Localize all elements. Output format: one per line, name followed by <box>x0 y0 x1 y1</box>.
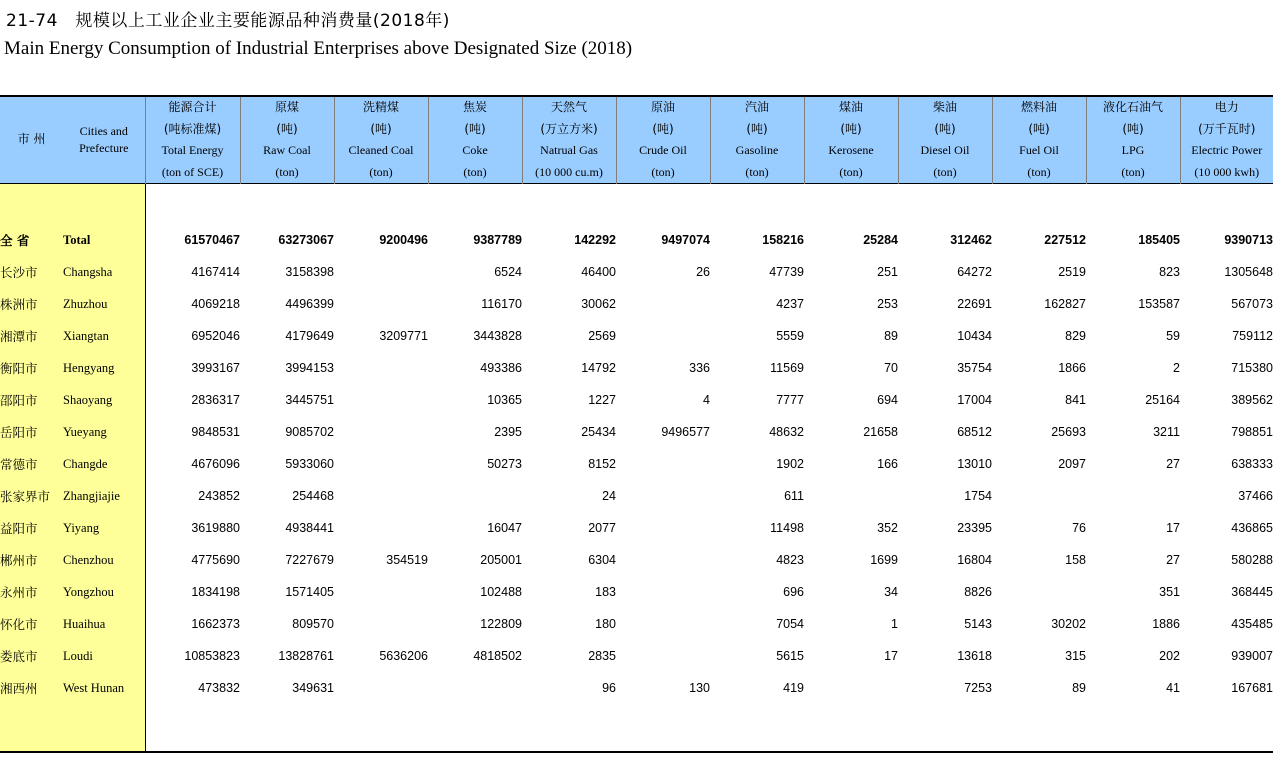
value-cell: 354519 <box>386 553 428 567</box>
value-cell <box>428 672 522 704</box>
table-row <box>0 608 1273 640</box>
value-cell: 580288 <box>1231 553 1273 567</box>
row-city-cn: 邵阳市 <box>0 384 63 416</box>
value-cell <box>334 480 428 512</box>
value-cell: 14792 <box>581 361 616 375</box>
value-cell: 142292 <box>574 233 616 247</box>
header-col-electric-power: 电力 (万千瓦时) Electric Power (10 000 kwh) <box>1180 96 1273 184</box>
value-cell: 5615 <box>776 649 804 663</box>
value-cell <box>616 288 710 320</box>
table-row <box>0 320 1273 352</box>
row-city-cn: 常德市 <box>0 448 63 480</box>
value-cell <box>1086 480 1180 512</box>
value-cell: 167681 <box>1231 681 1273 695</box>
row-city-cn: 张家界市 <box>0 480 63 512</box>
value-cell: 64272 <box>957 265 992 279</box>
value-cell: 3994153 <box>285 361 334 375</box>
value-cell: 9848531 <box>191 425 240 439</box>
value-cell: 473832 <box>198 681 240 695</box>
value-cell: 89 <box>884 329 898 343</box>
value-cell: 16047 <box>487 521 522 535</box>
header-city-cn: 市 州 <box>0 96 63 184</box>
value-cell: 185405 <box>1138 233 1180 247</box>
row-city-en: Zhuzhou <box>63 288 145 320</box>
table-row <box>0 288 1273 320</box>
header-col-lpg: 液化石油气 (吨) LPG (ton) <box>1086 96 1180 184</box>
value-cell: 9200496 <box>379 233 428 247</box>
header-col-crude-oil: 原油 (吨) Crude Oil (ton) <box>616 96 710 184</box>
value-cell: 205001 <box>480 553 522 567</box>
row-city-cn: 衡阳市 <box>0 352 63 384</box>
value-cell: 1305648 <box>1224 265 1273 279</box>
value-cell: 759112 <box>1232 329 1273 343</box>
value-cell: 11498 <box>770 521 804 535</box>
value-cell: 336 <box>689 361 710 375</box>
value-cell: 493386 <box>480 361 522 375</box>
value-cell: 2077 <box>588 521 616 535</box>
value-cell: 122809 <box>480 617 522 631</box>
value-cell: 809570 <box>292 617 334 631</box>
value-cell: 368445 <box>1231 585 1273 599</box>
value-cell: 9085702 <box>285 425 334 439</box>
value-cell: 4 <box>703 393 710 407</box>
value-cell: 2097 <box>1058 457 1086 471</box>
value-cell: 4676096 <box>191 457 240 471</box>
value-cell: 6304 <box>588 553 616 567</box>
value-cell <box>992 480 1086 512</box>
value-cell <box>334 416 428 448</box>
table-row <box>0 512 1273 544</box>
value-cell: 9387789 <box>473 233 522 247</box>
value-cell: 68512 <box>957 425 992 439</box>
value-cell: 25693 <box>1051 425 1086 439</box>
value-cell: 17 <box>1166 521 1180 535</box>
value-cell: 76 <box>1072 521 1086 535</box>
row-city-cn: 长沙市 <box>0 256 63 288</box>
value-cell: 243852 <box>198 489 240 503</box>
value-cell: 694 <box>877 393 898 407</box>
table-row <box>0 416 1273 448</box>
value-cell <box>334 256 428 288</box>
value-cell: 611 <box>784 489 804 503</box>
value-cell <box>334 288 428 320</box>
value-cell: 1754 <box>964 489 992 503</box>
table-row <box>0 480 1273 512</box>
value-cell: 27 <box>1166 457 1180 471</box>
header-city-en: Cities and Prefecture <box>63 96 145 184</box>
value-cell: 96 <box>602 681 616 695</box>
value-cell: 4167414 <box>191 265 240 279</box>
row-city-en: Hengyang <box>63 352 145 384</box>
table-row <box>0 384 1273 416</box>
row-city-en: Chenzhou <box>63 544 145 576</box>
value-cell: 389562 <box>1231 393 1273 407</box>
value-cell: 419 <box>783 681 804 695</box>
value-cell: 17 <box>884 649 898 663</box>
value-cell: 35754 <box>957 361 992 375</box>
row-city-en: Xiangtan <box>63 320 145 352</box>
row-city-en: Changsha <box>63 256 145 288</box>
energy-consumption-table <box>0 95 1273 753</box>
row-city-en: Zhangjiajie <box>63 480 145 512</box>
value-cell: 2 <box>1173 361 1180 375</box>
value-cell <box>334 608 428 640</box>
value-cell: 2569 <box>588 329 616 343</box>
value-cell: 351 <box>1159 585 1180 599</box>
value-cell <box>616 608 710 640</box>
value-cell: 1227 <box>588 393 616 407</box>
table-title-english: Main Energy Consumption of Industrial Enterprises above Designated Size (2018) <box>4 38 633 59</box>
value-cell: 939007 <box>1231 649 1273 663</box>
value-cell: 11569 <box>770 361 804 375</box>
value-cell: 798851 <box>1231 425 1273 439</box>
value-cell <box>334 576 428 608</box>
value-cell: 27 <box>1166 553 1180 567</box>
value-cell: 162827 <box>1044 297 1086 311</box>
value-cell: 9390713 <box>1224 233 1273 247</box>
value-cell: 158 <box>1065 553 1086 567</box>
value-cell: 352 <box>877 521 898 535</box>
value-cell: 34 <box>884 585 898 599</box>
value-cell: 7777 <box>776 393 804 407</box>
table-row <box>0 544 1273 576</box>
value-cell: 17004 <box>957 393 992 407</box>
value-cell <box>616 320 710 352</box>
value-cell: 16804 <box>957 553 992 567</box>
row-city-cn: 全 省 <box>0 224 63 256</box>
value-cell: 102488 <box>480 585 522 599</box>
value-cell: 5933060 <box>285 457 334 471</box>
value-cell: 50273 <box>487 457 522 471</box>
value-cell: 2836317 <box>191 393 240 407</box>
row-city-cn: 益阳市 <box>0 512 63 544</box>
value-cell: 253 <box>877 297 898 311</box>
value-cell: 59 <box>1166 329 1180 343</box>
value-cell: 1699 <box>870 553 898 567</box>
value-cell: 3445751 <box>285 393 334 407</box>
header-col-fuel-oil: 燃料油 (吨) Fuel Oil (ton) <box>992 96 1086 184</box>
header-col-kerosene: 煤油 (吨) Kerosene (ton) <box>804 96 898 184</box>
value-cell: 5143 <box>964 617 992 631</box>
value-cell: 25284 <box>863 233 898 247</box>
value-cell: 130 <box>689 681 710 695</box>
value-cell: 4179649 <box>285 329 334 343</box>
header-col-cleaned-coal: 洗精煤 (吨) Cleaned Coal (ton) <box>334 96 428 184</box>
header-col-natrual-gas: 天然气 (万立方米) Natrual Gas (10 000 cu.m) <box>522 96 616 184</box>
value-cell <box>616 512 710 544</box>
value-cell: 823 <box>1159 265 1180 279</box>
value-cell: 1866 <box>1058 361 1086 375</box>
header-row <box>0 96 1273 184</box>
value-cell: 22691 <box>957 297 992 311</box>
table-row <box>0 640 1273 672</box>
value-cell: 7054 <box>776 617 804 631</box>
value-cell: 23395 <box>957 521 992 535</box>
value-cell: 7253 <box>964 681 992 695</box>
value-cell: 41 <box>1166 681 1180 695</box>
value-cell: 251 <box>877 265 898 279</box>
value-cell <box>616 448 710 480</box>
table-row <box>0 256 1273 288</box>
value-cell: 567073 <box>1231 297 1273 311</box>
value-cell: 13618 <box>957 649 992 663</box>
header-col-raw-coal: 原煤 (吨) Raw Coal (ton) <box>240 96 334 184</box>
row-city-cn: 岳阳市 <box>0 416 63 448</box>
value-cell: 841 <box>1065 393 1086 407</box>
value-cell: 10434 <box>957 329 992 343</box>
row-city-en: Total <box>63 224 145 256</box>
value-cell: 3443828 <box>473 329 522 343</box>
value-cell: 3211 <box>1153 425 1180 439</box>
value-cell: 254468 <box>292 489 334 503</box>
value-cell: 61570467 <box>184 233 240 247</box>
value-cell: 9496577 <box>661 425 710 439</box>
value-cell: 4823 <box>776 553 804 567</box>
value-cell: 8152 <box>588 457 616 471</box>
value-cell <box>334 352 428 384</box>
value-cell: 3993167 <box>191 361 240 375</box>
value-cell: 227512 <box>1044 233 1086 247</box>
value-cell: 4496399 <box>285 297 334 311</box>
header-col-total-energy: 能源合计 (吨标准煤) Total Energy (ton of SCE) <box>145 96 240 184</box>
row-city-en: Loudi <box>63 640 145 672</box>
value-cell: 8826 <box>964 585 992 599</box>
value-cell: 436865 <box>1231 521 1273 535</box>
value-cell: 829 <box>1065 329 1086 343</box>
value-cell: 202 <box>1159 649 1180 663</box>
value-cell <box>616 480 710 512</box>
value-cell: 89 <box>1072 681 1086 695</box>
row-city-cn: 永州市 <box>0 576 63 608</box>
value-cell: 2519 <box>1058 265 1086 279</box>
value-cell: 183 <box>595 585 616 599</box>
value-cell: 48632 <box>769 425 804 439</box>
spacer-row <box>0 184 1273 225</box>
value-cell: 47739 <box>769 265 804 279</box>
value-cell: 1902 <box>776 457 804 471</box>
value-cell: 26 <box>696 265 710 279</box>
row-city-cn: 怀化市 <box>0 608 63 640</box>
value-cell: 63273067 <box>278 233 334 247</box>
value-cell: 6524 <box>494 265 522 279</box>
value-cell <box>804 480 898 512</box>
row-city-cn: 湘西州 <box>0 672 63 704</box>
value-cell: 30062 <box>581 297 616 311</box>
value-cell <box>616 544 710 576</box>
row-city-cn: 湘潭市 <box>0 320 63 352</box>
value-cell: 166 <box>877 457 898 471</box>
table-row <box>0 672 1273 704</box>
value-cell: 638333 <box>1231 457 1273 471</box>
value-cell: 3209771 <box>379 329 428 343</box>
value-cell <box>334 448 428 480</box>
value-cell: 1571405 <box>285 585 334 599</box>
table-row <box>0 352 1273 384</box>
value-cell: 312462 <box>950 233 992 247</box>
row-city-cn: 郴州市 <box>0 544 63 576</box>
row-city-cn: 株洲市 <box>0 288 63 320</box>
value-cell: 1886 <box>1152 617 1180 631</box>
value-cell: 6952046 <box>191 329 240 343</box>
value-cell <box>334 672 428 704</box>
value-cell: 2395 <box>494 425 522 439</box>
value-cell: 435485 <box>1231 617 1273 631</box>
value-cell: 4069218 <box>191 297 240 311</box>
value-cell: 9497074 <box>661 233 710 247</box>
table-row <box>0 576 1273 608</box>
value-cell: 25434 <box>581 425 616 439</box>
value-cell: 1662373 <box>191 617 240 631</box>
value-cell: 7227679 <box>285 553 334 567</box>
value-cell <box>428 480 522 512</box>
value-cell: 349631 <box>292 681 334 695</box>
value-cell: 30202 <box>1051 617 1086 631</box>
row-city-en: West Hunan <box>63 672 145 704</box>
value-cell: 5636206 <box>379 649 428 663</box>
bottom-row <box>0 704 1273 752</box>
header-col-diesel-oil: 柴油 (吨) Diesel Oil (ton) <box>898 96 992 184</box>
header-col-gasoline: 汽油 (吨) Gasoline (ton) <box>710 96 804 184</box>
value-cell: 2835 <box>588 649 616 663</box>
value-cell: 10853823 <box>184 649 240 663</box>
value-cell: 13010 <box>957 457 992 471</box>
row-city-en: Yueyang <box>63 416 145 448</box>
value-cell <box>992 576 1086 608</box>
value-cell: 70 <box>884 361 898 375</box>
value-cell: 24 <box>602 489 616 503</box>
value-cell: 180 <box>595 617 616 631</box>
value-cell: 13828761 <box>278 649 334 663</box>
row-city-en: Yongzhou <box>63 576 145 608</box>
row-city-en: Yiyang <box>63 512 145 544</box>
value-cell: 5559 <box>776 329 804 343</box>
value-cell: 1834198 <box>191 585 240 599</box>
value-cell: 3158398 <box>285 265 334 279</box>
value-cell: 4938441 <box>285 521 334 535</box>
value-cell <box>616 640 710 672</box>
value-cell: 25164 <box>1145 393 1180 407</box>
value-cell: 116170 <box>481 297 522 311</box>
row-city-en: Huaihua <box>63 608 145 640</box>
value-cell <box>334 384 428 416</box>
table-title-chinese: 21-74 规模以上工业企业主要能源品种消费量(2018年) <box>6 11 450 31</box>
value-cell: 37466 <box>1238 489 1273 503</box>
total-row <box>0 224 1273 256</box>
row-city-en: Changde <box>63 448 145 480</box>
value-cell: 4818502 <box>473 649 522 663</box>
header-col-coke: 焦炭 (吨) Coke (ton) <box>428 96 522 184</box>
row-city-en: Shaoyang <box>63 384 145 416</box>
value-cell <box>804 672 898 704</box>
value-cell: 153587 <box>1138 297 1180 311</box>
value-cell: 696 <box>783 585 804 599</box>
value-cell: 4237 <box>776 297 804 311</box>
value-cell <box>334 512 428 544</box>
value-cell <box>616 576 710 608</box>
value-cell: 158216 <box>762 233 804 247</box>
value-cell: 46400 <box>581 265 616 279</box>
value-cell: 315 <box>1065 649 1086 663</box>
value-cell: 1 <box>891 617 898 631</box>
value-cell: 4775690 <box>191 553 240 567</box>
row-city-cn: 娄底市 <box>0 640 63 672</box>
value-cell: 10365 <box>487 393 522 407</box>
value-cell: 3619880 <box>191 521 240 535</box>
value-cell: 715380 <box>1231 361 1273 375</box>
table-row <box>0 448 1273 480</box>
value-cell: 21658 <box>863 425 898 439</box>
